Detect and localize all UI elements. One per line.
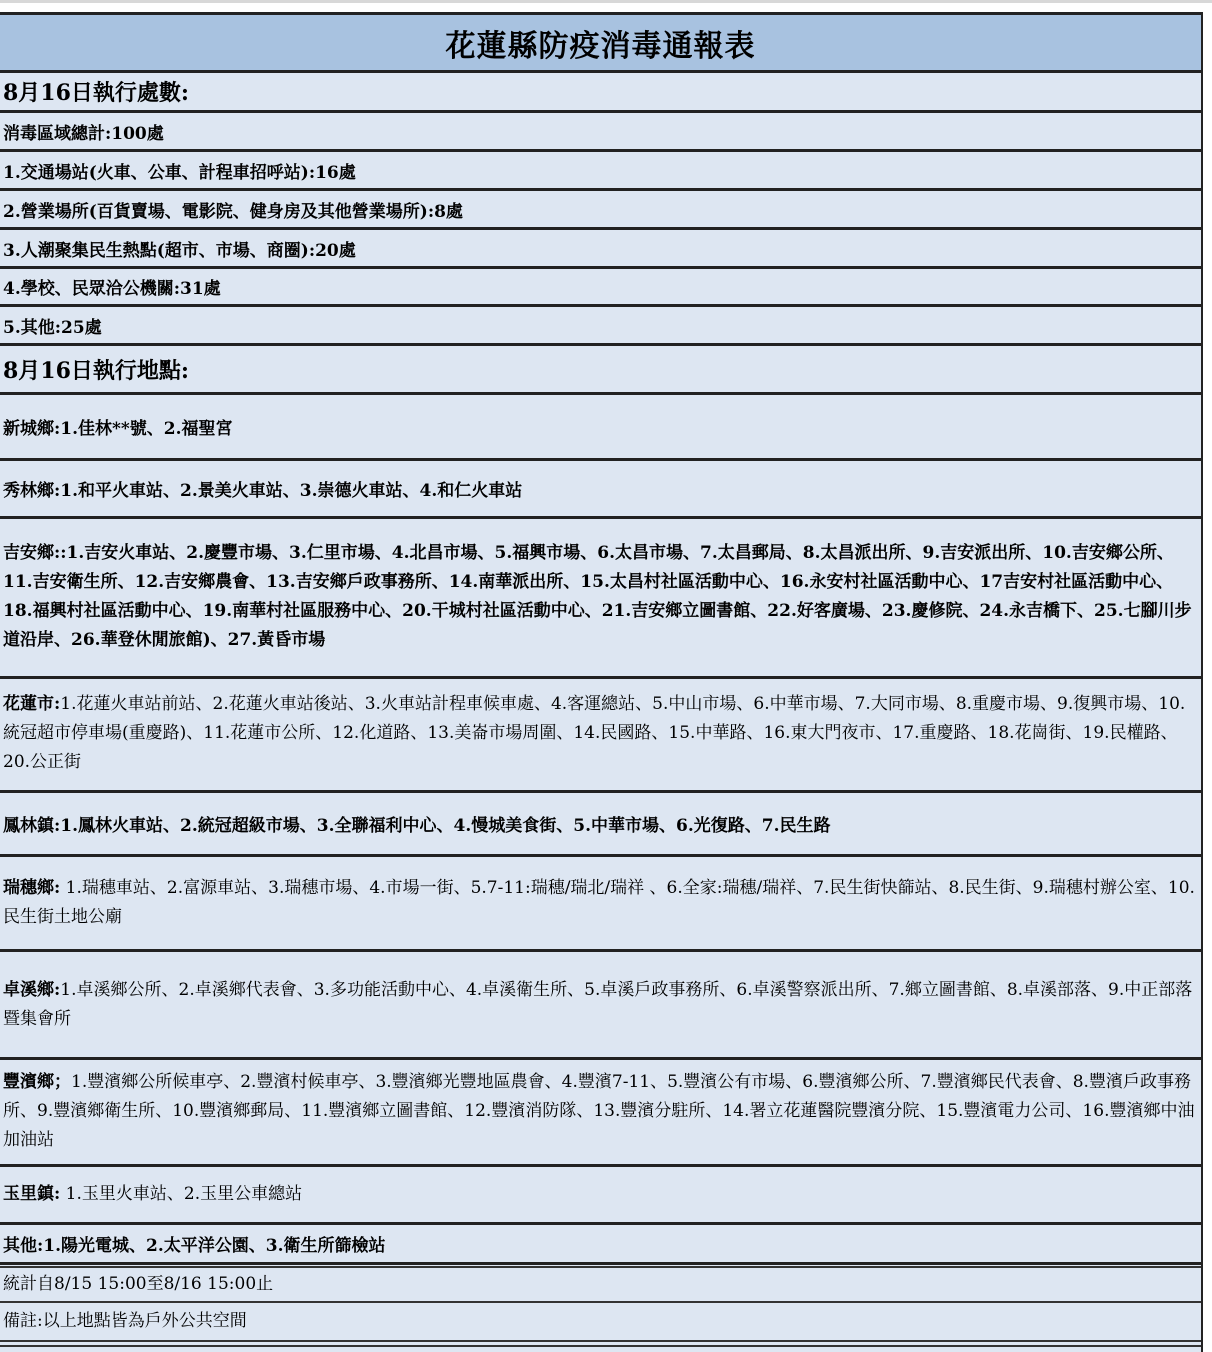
location-list: 1.玉里火車站、2.玉里公車總站 xyxy=(60,1184,303,1204)
location-text xyxy=(3,1068,1201,1155)
border-line xyxy=(0,1262,1201,1265)
count-total: 消毒區域總計:100處 xyxy=(3,123,164,144)
location-text xyxy=(3,874,1201,932)
count-item: 2.營業場所(百貨賣場、電影院、健身房及其他營業場所):8處 xyxy=(3,201,463,222)
area-label: 卓溪鄉: xyxy=(3,980,61,1000)
location-list: 1.豐濱鄉公所候車亭、2.豐濱村候車亭、3.豐濱鄉光豐地區農會、4.豐濱7-11、5.豐濱公有市場、6.豐濱鄉公所、7.豐濱鄉民代表會、8.豐濱戶政事務所、9.豐濱鄉衛生所、10.豐濱鄉郵局、11.豐濱鄉立圖書館、12.豐濱消防隊、13.豐濱分駐所、14.署立花蓮醫院豐濱分院、15.豐濱電力公司、16.豐濱鄉中油加油站 xyxy=(3,1072,1195,1150)
area-label: 瑞穗鄉: xyxy=(3,878,61,898)
location-list: 1.卓溪鄉公所、2.卓溪鄉代表會、3.多功能活動中心、4.卓溪衛生所、5.卓溪戶政事務所、6.卓溪警察派出所、7.鄉立圖書館、8.卓溪部落、9.中正部落暨集會所 xyxy=(3,980,1193,1029)
location-heading: 8月16日執行地點: xyxy=(3,357,190,384)
area-label: 花蓮市: xyxy=(3,694,61,714)
location-text xyxy=(3,976,1201,1034)
location-text: 吉安鄉::1.吉安火車站、2.慶豐市場、3.仁里市場、4.北昌市場、5.福興市場、6.太昌市場、7.太昌郵局、8.太昌派出所、9.吉安派出所、10.吉安鄉公所、11.吉安衛生所、12.吉安鄉農會、13.吉安鄉戶政事務所、14.南華派出所、15.太昌村社區活動中心、16.永安村社區活動中心、17吉安村社區活動中心、18.福興村社區活動中心、19.南華村社區服務中心、20.干城村社區活動中心、21.吉安鄉立圖書館、22.好客廣場、23.慶修院、24.永吉橋下、25.七腳川步道沿岸、26.華登休閒旅館)、27.黃昏市場 xyxy=(3,543,1192,650)
location-list: 1.花蓮火車站前站、2.花蓮火車站後站、3.火車站計程車候車處、4.客運總站、5.中山市場、6.中華市場、7.大同市場、8.重慶市場、9.復興市場、10.統冠超市停車場(重慶路)、11.花蓮市公所、12.化道路、13.美崙市場周圍、14.民國路、15.中華路、16.東大門夜市、17.重慶路、18.花崗街、19.民權路、20.公正街 xyxy=(3,694,1186,772)
count-item: 4.學校、民眾洽公機關:31處 xyxy=(3,279,221,299)
location-row-fengbin xyxy=(0,1060,1201,1164)
top-divider xyxy=(0,0,1212,3)
count-item: 3.人潮聚集民生熱點(超市、市場、商圈):20處 xyxy=(3,240,356,261)
report-title: 花蓮縣防疫消毒通報表 xyxy=(0,15,1201,70)
location-row-fenglin: 鳳林鎮:1.鳳林火車站、2.統冠超級市場、3.全聯福利中心、4.慢城美食街、5.中華市場、6.光復路、7.民生路 xyxy=(3,816,831,836)
location-row-other: 其他:1.陽光電城、2.太平洋公園、3.衛生所篩檢站 xyxy=(3,1236,386,1256)
location-row-jian xyxy=(0,519,1201,676)
location-row-zhuoxi xyxy=(0,952,1201,1057)
count-item: 1.交通場站(火車、公車、計程車招呼站):16處 xyxy=(3,162,356,183)
location-row-xincheng: 新城鄉:1.佳林**號、2.福聖宮 xyxy=(3,419,233,439)
border-line xyxy=(0,1345,1201,1347)
area-label: 豐濱鄉； xyxy=(3,1072,71,1092)
location-text xyxy=(3,1180,302,1209)
location-row-hualien-city xyxy=(0,679,1201,790)
area-label: 玉里鎮: xyxy=(3,1184,61,1204)
location-row-ruisui xyxy=(0,857,1201,949)
statistics-period: 統計自8/15 15:00至8/16 15:00止 xyxy=(3,1274,274,1294)
count-item: 5.其他:25處 xyxy=(3,317,102,338)
report-sheet xyxy=(0,12,1203,1352)
location-row-yuli xyxy=(0,1167,1201,1222)
count-heading: 8月16日執行處數: xyxy=(3,80,190,106)
border-line xyxy=(0,1340,1201,1342)
location-list: 1.瑞穗車站、2.富源車站、3.瑞穗市場、4.市場一街、5.7-11:瑞穗/瑞北/瑞祥 、6.全家:瑞穗/瑞祥、7.民生街快篩站、8.民生街、9.瑞穗村辦公室、10.民生街土地公廟 xyxy=(3,878,1195,927)
location-text xyxy=(3,690,1201,777)
location-row-xiulin: 秀林鄉:1.和平火車站、2.景美火車站、3.崇德火車站、4.和仁火車站 xyxy=(3,481,523,501)
remark-note: 備註:以上地點皆為戶外公共空間 xyxy=(3,1311,247,1331)
